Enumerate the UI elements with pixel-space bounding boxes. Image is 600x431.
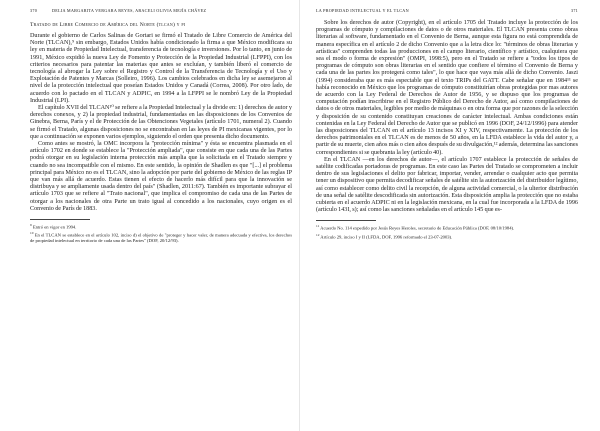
footnote-mark: 12	[316, 232, 320, 237]
paragraph: El capítulo XVII del TLCAN¹⁰ se refiere a la Propiedad Intelectual y la divide en: 1) derechos de autor y derechos conexos, y 2) la propiedad industrial, fundamentadas en las disposiciones de los Convenios de Ginebra, Berna, París y el de Protección de las Obtenciones Vegetales (artículo 1701, numeral 2). Cuando se firmó el Tratado, algunas disposiciones no se encontraban en las leyes de PI mexicanas vigentes, por lo que a continuación se exponen varios ejemplos, siguiendo el orden que presenta dicho documento.	[30, 105, 292, 140]
footnote	[316, 224, 578, 231]
footnote	[30, 223, 292, 230]
footnote-divider	[316, 220, 376, 221]
page-number: 370	[30, 8, 38, 13]
footnote-text: En el TLCAN se establece en el artículo 102, inciso d) el objetivo de "proteger y hacer valer, de manera adecuada y efectiva, los derechos de propiedad intelectual en territorio de cada una de las Partes" (DOF, 20/12/93).	[30, 232, 293, 244]
footnote-text: Artículo 29, inciso I y II (LFDA, DOF, 1996 reformado el 23-07-2003).	[320, 234, 453, 240]
footnote	[316, 233, 578, 240]
footnote	[30, 231, 292, 244]
running-head-title: LA PROPIEDAD INTELECTUAL Y EL TLCAN	[316, 8, 409, 13]
paragraph: Como antes se mostró, la OMC incorpora la "protección mínima" y ésta se encuentra plasmada en el artículo 1702 en donde se establece la "Protección ampliada", que consiste en que cada una de las Partes podrá otorgar en su legislación interna protección más amplia que la solicitada en el Tratado siempre y cuando no sea incompatible con el mismo. En este sentido, la opinión de Shadlen es que "[...] el problema principal para México no es el TLCAN, sino la adopción por parte del gobierno de México de las reglas IP que van más allá de acuerdo. Estas tienen el efecto de hacerlo más difícil para que la innovación se distribuya y se ampliamente usada dentro del país" (Shadlen, 2011:67). También es importante subrayar el artículo 1703 que se refiere al "Trato nacional", que implica el compromiso de cada una de las Partes de otorgar a los nacionales de otra Parte un trato igual al concedido a los nacionales, cuyo origen es el Convenio de París de 1883.	[30, 141, 292, 212]
page-number: 371	[570, 8, 578, 13]
footnote-text: Acuerdo No. 114 expedido por Jesús Reyes Heroles, secretario de Educación Pública (DOF, 08/10/1984).	[320, 226, 515, 232]
footnote-mark: 10	[30, 231, 34, 236]
left-running-header	[30, 8, 292, 20]
footnote-mark: 9	[30, 223, 32, 228]
footnote-mark: 11	[316, 224, 320, 229]
section-title: Tratado de Libre Comercio de América del Norte (tlcan) y pi	[30, 22, 186, 28]
paragraph: Sobre los derechos de autor (Copyright), en el artículo 1705 del Tratado incluye la protección de los programas de cómputo y compilaciones de datos o de otros materiales. El TLCAN presenta como obras literarias al software, fundamentado en el Convenio de Berna, aunque esta figura no está comprendida de manera específica en el artículo 2 de dicho Convenio que a la letra dice lo: "términos de obras literarias y artísticas" comprenden todas las producciones en el campo literario, científico y artístico, cualquiera que sea el modo o forma de expresión" (OMPI, 1998:5), pero en el Tratado se refiere a "todos los tipos de programas de cómputo son obras literarias en el sentido que confiere el término el Convenio de Berna y cada una de las partes los protegerá como tales", lo que hace que vaya más allá de dicho Convenio. Jaszi (1994) consideraba que es más espectable que el texto TRIPs del GATT. Cabe señalar que en 1984¹¹ se había reconocido en México que los programas de cómputo constituirían obras protegidas por mas autores de acuerdo con la Ley Federal de Derechos de Autor de 1956, y se dispuso que los programas de computación podían inscribirse en el Registro Público del Derecho de Autor, así como compilaciones de datos o de otros materiales, legibles por medio de máquinas o en otra forma que por razones de la selección y disposición de su contenido constituyan creaciones de carácter intelectual. Ambas condiciones están contenidas en la Ley Federal del Derecho de Autor que se publicó en 1996 (DOF, 24/12/1996) para atender las disposiciones del TLCAN en el artículo 13 incisos XI y XIV, respectivamente. La protección de los derechos patrimoniales en el TLCAN es de menos de 50 años, en la LFDA establece la vida del autor y, a partir de su muerte, cien años más o cien años después de su divulgación,¹² además, determina las sanciones correspondientes si se quebranta la ley (artículo 40).	[316, 20, 578, 156]
right-page	[300, 0, 600, 431]
footnote-divider	[30, 219, 90, 220]
paragraph: En el TLCAN —en los derechos de autor—, el artículo 1707 establece la protección de señales de satélite codificadas portadoras de programas. En este caso las Partes del Tratado se comprometen a incluir dentro de sus legislaciones el delito por fabricar, importar, vender, arrendar o cualquier acto que permita tener un dispositivo que permita decodificar señales de satélite sin la autorización del distribuidor legítimo, así como establecer como delito civil la recepción, de alguna actividad comercial, o la ulterior distribución de una señal de satélite descodificada sin autorización. Esta disposición amplia la protección que no estaba cubierta en el acuerdo ADPIC ni en la legislación mexicana, en la cual fue incorporada a la LFDA de 1996 (artículo 143I, s); así como las sanciones señaladas en el artículo 145 que es-	[316, 156, 578, 214]
footnote-text: Entró en vigor en 1994.	[32, 224, 77, 230]
paragraph: Durante el gobierno de Carlos Salinas de Gortari se firmó el Tratado de Libre Comercio de América del Norte (TLCAN),⁹ sin embargo, Estados Unidos había condicionado la firma a que México modificara su ley en materia de Propiedad Intelectual, transferencia de tecnología e inversiones. Por lo tanto, en junio de 1991, México expidió la nueva Ley de Fomento y Protección de la Propiedad Industrial (LFPPI), con los criterios necesarios para patentar las materias que antes se excluían, y también liberó el comercio de tecnología al abrogar la Ley sobre el Registro y Control de la Transferencia de Tecnología y el Uso y Explotación de Patentes y Marcas (Solleiro, 1996). Los cambios celebrados en dicha ley se asemejaron al nivel de la protección intelectual que poseían Estados Unidos y Canadá (Correa, 2008). Por otro lado, de acuerdo con lo pactado en el TLCAN y ADPIC, en 1994 a la LFPPI se le nombró Ley de la Propiedad Industrial (LPI).	[30, 33, 292, 104]
running-head-authors: DELIA MARGARITA VERGARA REYES, ABACELI OLIVIA MEJÍA CHÁVEZ	[52, 8, 207, 13]
right-running-header	[316, 8, 578, 20]
